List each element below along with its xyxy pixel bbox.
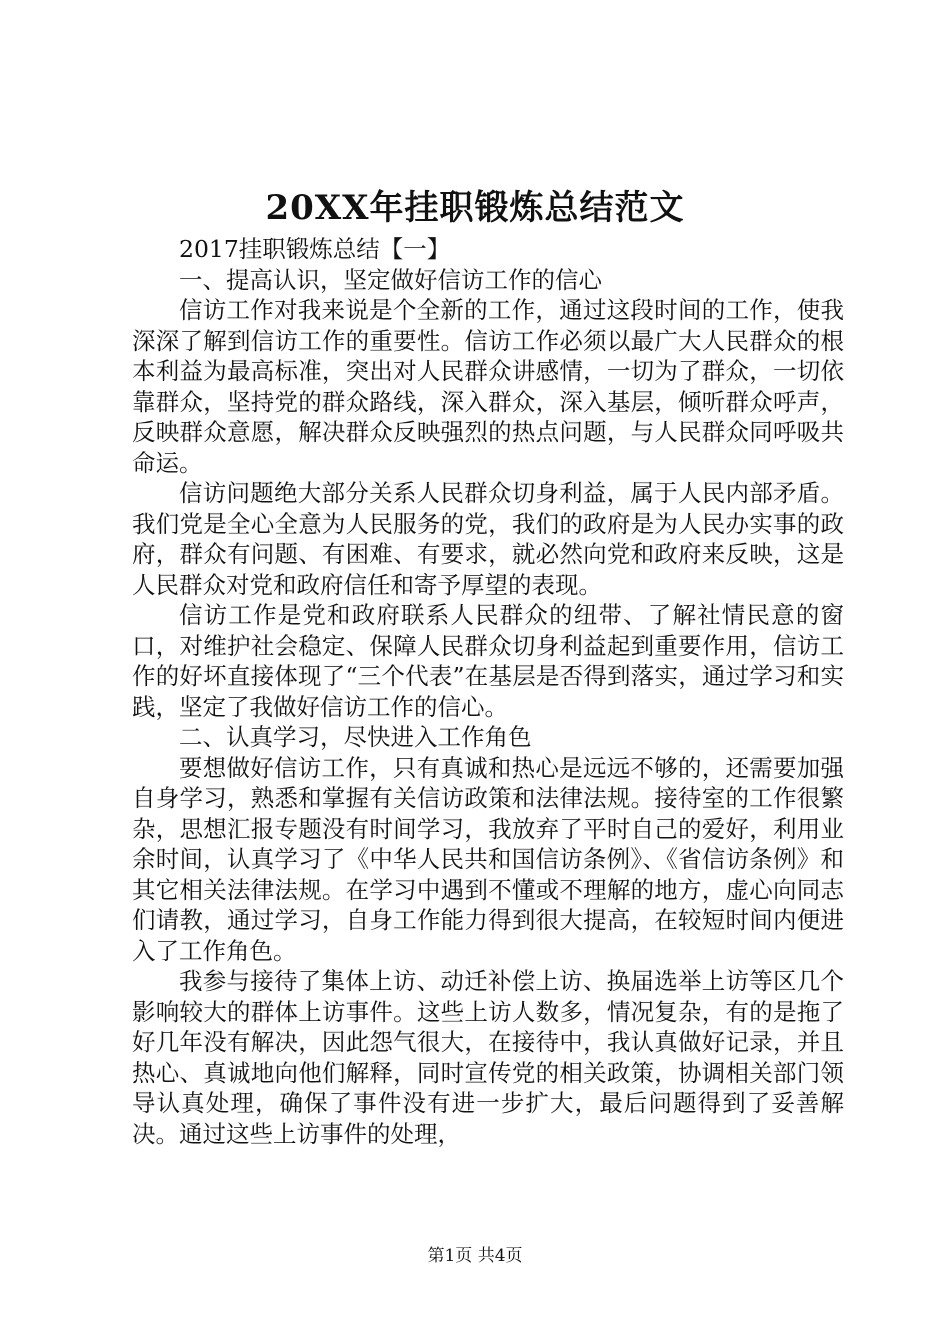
page-footer: 第1页 共4页 (427, 1246, 523, 1266)
body-paragraph: 要想做好信访工作，只有真诚和热心是远远不够的，还需要加强自身学习，熟悉和掌握有关信访政策和法律法规。接待室的工作很繁杂，思想汇报专题没有时间学习，我放弃了平时自己的爱好，利用业余时间，认真学习了《中华人民共和国信访条例》、《省信访条例》和其它相关法律法规。在学习中遇到不懂或不理解的地方，虚心向同志们请教，通过学习，自身工作能力得到很大提高，在较短时间内便进入了工作角色。 (132, 753, 844, 965)
body-paragraph: 信访工作对我来说是个全新的工作，通过这段时间的工作，使我深深了解到信访工作的重要性。信访工作必须以最广大人民群众的根本利益为最高标准，突出对人民群众讲感情，一切为了群众，一切依靠群众，坚持党的群众路线，深入群众，深入基层，倾听群众呼声，反映群众意愿，解决群众反映强烈的热点问题，与人民群众同呼吸共命运。 (132, 296, 844, 477)
body-paragraph: 我参与接待了集体上访、动迁补偿上访、换届选举上访等区几个影响较大的群体上访事件。这些上访人数多，情况复杂，有的是拖了好几年没有解决，因此怨气很大，在接待中，我认真做好记录，并且热心、真诚地向他们解释，同时宣传党的相关政策，协调相关部门领导认真处理，确保了事件没有进一步扩大，最后问题得到了妥善解决。通过这些上访事件的处理， (132, 967, 844, 1148)
body-paragraph: 信访工作是党和政府联系人民群众的纽带、了解社情民意的窗口，对维护社会稳定、保障人民群众切身利益起到重要作用，信访工作的好坏直接体现了“三个代表”在基层是否得到落实，通过学习和实践，坚定了我做好信访工作的信心。 (132, 601, 844, 721)
section-heading: 2017挂职锻炼总结【一】 (179, 235, 451, 263)
document-title: 20XX年挂职锻炼总结范文 (265, 188, 685, 228)
subsection-heading: 一、提高认识，坚定做好信访工作的信心 (179, 265, 602, 294)
body-paragraph: 信访问题绝大部分关系人民群众切身利益，属于人民内部矛盾。我们党是全心全意为人民服务的党，我们的政府是为人民办实事的政府，群众有问题、有困难、有要求，就必然向党和政府来反映，这是人民群众对党和政府信任和寄予厚望的表现。 (132, 479, 844, 599)
subsection-heading: 二、认真学习，尽快进入工作角色 (179, 723, 532, 751)
document-body (132, 234, 844, 1149)
